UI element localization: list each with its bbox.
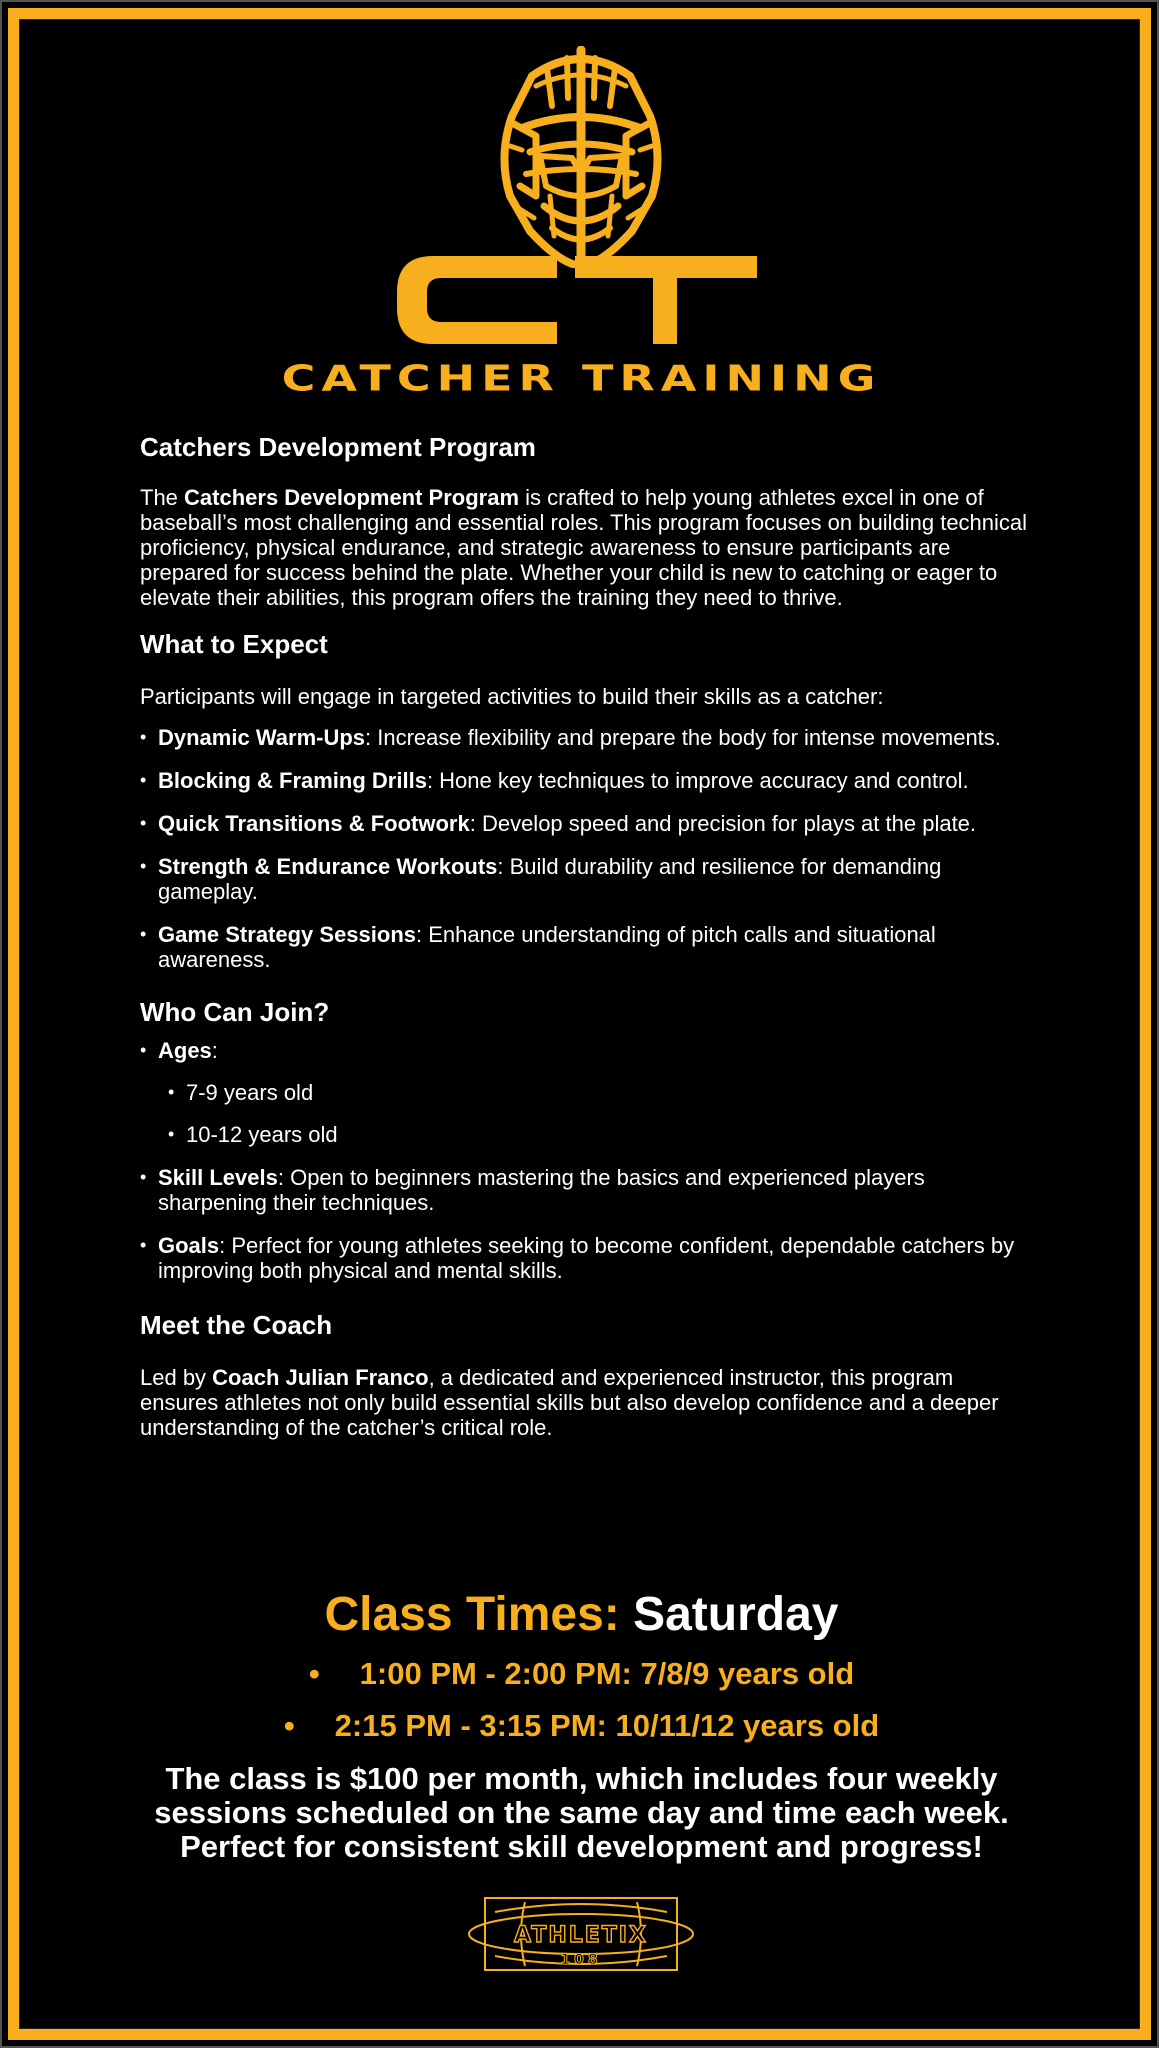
time-slot (42, 1707, 1121, 1745)
goals-text: : Perfect for young athletes seeking to become confident, dependable catchers by improving both physical and mental skills. (158, 1233, 1015, 1283)
pricing-text (62, 1762, 1101, 1864)
coach-lead: Led by (140, 1365, 213, 1390)
item-bold: Strength & Endurance Workouts (158, 854, 498, 879)
item-text: : Build durability and resilience for demanding gameplay. (158, 854, 942, 904)
skill-label: Skill Levels (158, 1165, 278, 1190)
list-item (140, 768, 1030, 793)
join-title: Who Can Join? (140, 997, 330, 1027)
item-bold: Dynamic Warm-Ups (158, 725, 366, 750)
list-item (140, 854, 1030, 904)
bullet-dot: • (308, 1656, 320, 1691)
catcher-mask-icon (492, 46, 670, 268)
ages-label: Ages (158, 1038, 212, 1063)
class-times-heading (42, 1587, 1121, 1643)
class-times-label: Class Times: (324, 1588, 620, 1641)
athletix-logo (465, 1896, 697, 1972)
time-slot-text: 2:15 PM - 3:15 PM: 10/11/12 years old (334, 1708, 880, 1743)
goals-label: Goals (158, 1233, 220, 1258)
coach-rest: , a dedicated and experienced instructor, this program ensures athletes not only build essential skills but also develop confidence and a deeper understanding of the catcher’s critical role. (140, 1365, 999, 1440)
list-item (140, 922, 1030, 972)
skill-text: : Open to beginners mastering the basics and experienced players sharpening their techniques. (158, 1165, 925, 1215)
coach-text (140, 1365, 1030, 1440)
item-bold: Blocking & Framing Drills (158, 768, 427, 793)
pricing-line: sessions scheduled on the same day and time each week. (154, 1795, 1009, 1830)
join-list (140, 1038, 1030, 1283)
intro-bold: Catchers Development Program (184, 485, 520, 510)
bullet-dot: • (283, 1708, 295, 1743)
coach-name: Coach Julian Franco (212, 1365, 429, 1390)
program-content (140, 427, 1030, 1440)
expect-list (140, 725, 1030, 972)
item-bold: Quick Transitions & Footwork (158, 811, 470, 836)
pricing-line: Perfect for consistent skill development and progress! (180, 1829, 983, 1864)
svg-text:ATHLETIX: ATHLETIX (514, 1923, 648, 1948)
ages-colon: : (211, 1038, 218, 1063)
list-item (140, 811, 1030, 836)
item-text: : Develop speed and precision for plays at the plate. (469, 811, 977, 836)
expect-intro: Participants will engage in targeted activities to build their skills as a catcher: (140, 684, 884, 709)
svg-text:108: 108 (560, 1952, 602, 1968)
list-item-goals (140, 1233, 1030, 1283)
item-text: : Increase flexibility and prepare the body for intense movements. (365, 725, 1001, 750)
item-text: : Hone key techniques to improve accuracy and control. (426, 768, 969, 793)
item-bold: Game Strategy Sessions (158, 922, 417, 947)
class-day: Saturday (633, 1588, 839, 1641)
list-item (140, 725, 1030, 750)
pricing-line: The class is $100 per month, which includes four weekly (165, 1761, 998, 1796)
time-slot-text: 1:00 PM - 2:00 PM: 7/8/9 years old (359, 1656, 855, 1691)
expect-title: What to Expect (140, 629, 328, 659)
time-slot (42, 1655, 1121, 1693)
list-item-age: • 10-12 years old (140, 1122, 1030, 1147)
program-title: Catchers Development Program (140, 432, 536, 462)
list-item-age: • 7-9 years old (140, 1080, 1030, 1105)
program-intro (140, 485, 1030, 610)
coach-title: Meet the Coach (140, 1310, 333, 1340)
item-text: : Enhance understanding of pitch calls and situational awareness. (158, 922, 936, 972)
list-item-ages (140, 1038, 1030, 1063)
list-item-skill (140, 1165, 1030, 1215)
ct-logo-mark (397, 256, 757, 344)
intro-lead: The (140, 485, 185, 510)
brand-title: CATCHER TRAINING (281, 356, 882, 400)
intro-rest: is crafted to help young athletes excel in one of baseball’s most challenging and essential roles. This program focuses on building technical proficiency, physical endurance, and strategic awareness to ensure participants are prepared for success behind the plate. Whether your child is new to catching or eager to elevate their abilities, this program offers the training they need to thrive. (140, 485, 1028, 610)
